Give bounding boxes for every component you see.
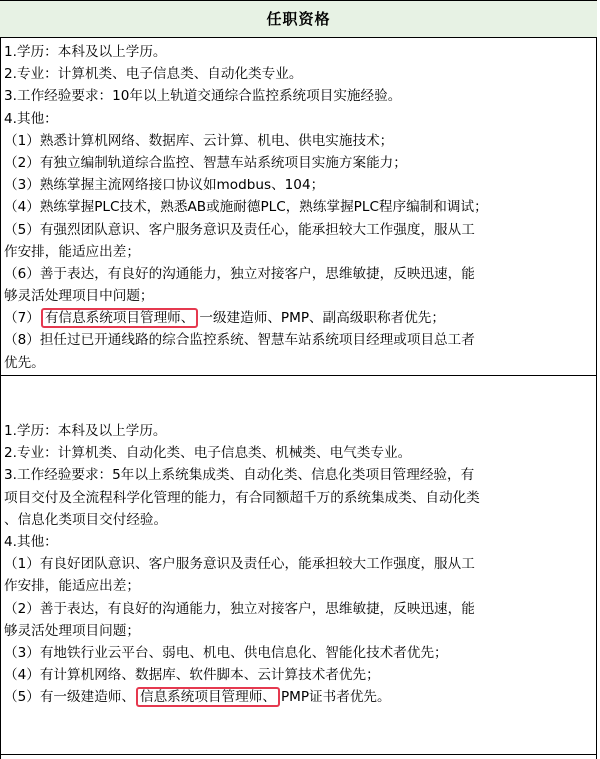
requirement-line: 作安排，能适应出差； <box>4 243 140 260</box>
requirement-line: 、信息化类项目交付经验。 <box>4 511 168 528</box>
requirement-line: 够灵活处理项目中问题； <box>4 288 154 305</box>
requirement-line: 1.学历：本科及以上学历。 <box>4 423 167 439</box>
grid-right-border <box>596 0 597 759</box>
requirement-line: （1）有良好团队意识、客户服务意识及责任心，能承担较大工作强度，服从工 <box>4 556 475 573</box>
requirement-line: 4.其他： <box>4 533 58 550</box>
highlight-box: 信息系统项目管理师、 <box>136 687 280 707</box>
highlight-box: 有信息系统项目管理师、 <box>41 308 199 328</box>
requirement-line: 4.其他： <box>4 110 58 127</box>
requirement-line-7: （7） 有信息系统项目管理师、 一级建造师、PMP、副高级职称者优先； <box>4 310 445 327</box>
row-separator-bottom <box>0 754 597 755</box>
requirements-block-2 <box>4 420 594 708</box>
requirement-line: 1.学历：本科及以上学历。 <box>4 44 167 60</box>
requirement-line: （1）熟悉计算机网络、数据库、云计算、机电、供电实施技术； <box>4 132 394 149</box>
grid-left-border <box>0 0 1 759</box>
requirement-line-5: （5）有一级建造师、 信息系统项目管理师、 PMP证书者优先。 <box>4 689 391 706</box>
requirement-line: （2）善于表达，有良好的沟通能力，独立对接客户，思维敏捷，反映迅速，能 <box>4 600 475 617</box>
requirement-line: 3.工作经验要求：10年以上轨道交通综合监控系统项目实施经验。 <box>4 88 402 105</box>
requirement-line: （4）熟练掌握PLC技术，熟悉AB或施耐德PLC，熟练掌握PLC程序编制和调试； <box>4 199 488 216</box>
requirement-line: （6）善于表达，有良好的沟通能力，独立对接客户，思维敏捷，反映迅速，能 <box>4 265 475 282</box>
requirement-line: （3）有地铁行业云平台、弱电、机电、供电信息化、智能化技术者优先； <box>4 644 448 661</box>
requirement-line: 3.工作经验要求：5年以上系统集成类、自动化类、信息化类项目管理经验，有 <box>4 467 475 484</box>
requirement-line: 够灵活处理项目问题； <box>4 622 140 639</box>
requirement-line: （8）担任过已开通线路的综合监控系统、智慧车站系统项目经理或项目总工者 <box>4 332 475 349</box>
requirement-line: 作安排，能适应出差； <box>4 578 140 595</box>
requirement-line: 项目交付及全流程科学化管理的能力，有合同额超千万的系统集成类、自动化类 <box>4 489 480 506</box>
row-separator <box>0 375 597 376</box>
requirement-line: 优先。 <box>4 354 45 371</box>
requirement-line: （5）有强烈团队意识、客户服务意识及责任心，能承担较大工作强度，服从工 <box>4 221 475 238</box>
requirement-line: 2.专业：计算机类、电子信息类、自动化类专业。 <box>4 66 303 83</box>
requirement-line: （4）有计算机网络、数据库、软件脚本、云计算技术者优先； <box>4 667 380 684</box>
requirement-line: （3）熟练掌握主流网络接口协议如modbus、104； <box>4 177 325 194</box>
requirement-line: 2.专业：计算机类、自动化类、电子信息类、机械类、电气类专业。 <box>4 445 412 462</box>
requirement-line: （2）有独立编制轨道综合监控、智慧车站系统项目实施方案能力； <box>4 154 407 171</box>
header-title: 任职资格 <box>0 0 597 38</box>
requirements-block-1 <box>4 41 594 374</box>
